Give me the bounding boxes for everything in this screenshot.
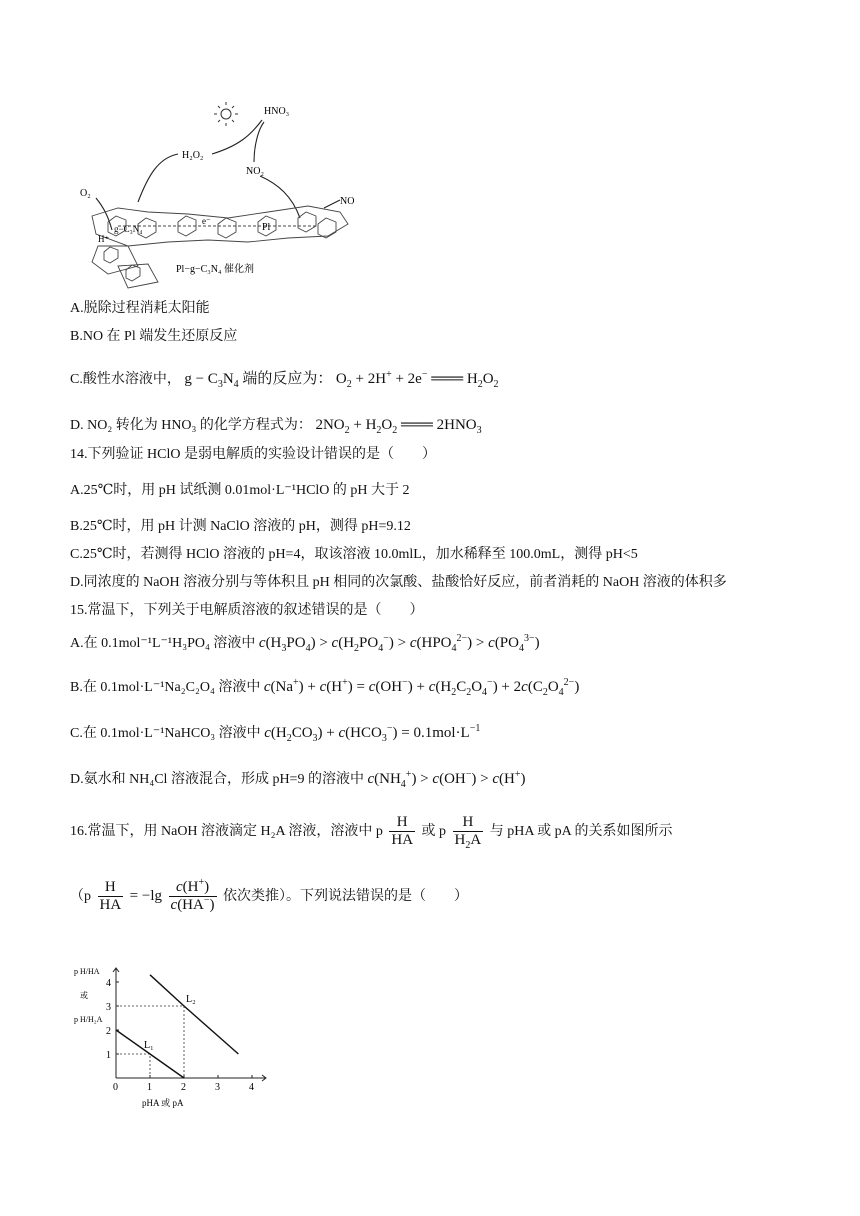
- hno3-label: HNO₃: [264, 106, 290, 117]
- o2-label: O₂: [80, 188, 91, 199]
- ylabel-bottom: p H/H₂A: [74, 1015, 103, 1024]
- series-label-1: L₁: [144, 1040, 154, 1051]
- x-tick-label: 2: [181, 1082, 186, 1093]
- q16-stem-post: 与 pHA 或 pA 的关系如图所示: [489, 824, 673, 839]
- q16-stem-pre: 16.常温下，用 NaOH 溶液滴定 H₂A 溶液，溶液中 p: [70, 824, 383, 839]
- q13-c-text: C.酸性水溶液中，: [70, 372, 181, 387]
- y-tick-label: 4: [106, 978, 111, 989]
- q15-c-text: C.在 0.1mol·L⁻¹NaHCO₃ 溶液中: [70, 726, 261, 741]
- q16-stem: [70, 814, 673, 850]
- catalyst-caption: Pl−g−C₃N₄ 催化剂: [176, 264, 254, 275]
- fraction-h-ha: $\frac{H}{HA}$: [391, 814, 414, 849]
- q16-stem-mid: 或 p: [421, 824, 447, 839]
- q15-b-text: B.在 0.1mol·L⁻¹Na₂C₂O₄ 溶液中: [70, 680, 261, 695]
- catalyst-diagram: [78, 96, 378, 296]
- q15-a-text: A.在 0.1mol⁻¹L⁻¹H₃PO₄ 溶液中: [70, 636, 256, 651]
- q15-option-b: B.在 0.1mol·L⁻¹Na₂C₂O₄ 溶液中 $c(Na^+) + c(H^+) = c(OH^-) + c(H_2C_2O_4^-) + 2c(C_2O_4^{2-})$: [70, 677, 580, 698]
- fraction-h-h2a: $\frac{H}{H_2A}$: [454, 814, 482, 852]
- series-label-2: L₂: [186, 994, 196, 1005]
- ylabel-top: p H/HA: [74, 967, 100, 976]
- q13-d-text: D. NO₂ 转化为 HNO₃ 的化学方程式为：: [70, 418, 312, 433]
- y-tick-label: 3: [106, 1002, 111, 1013]
- q14-option-b: B.25℃时，用 pH 计测 NaClO 溶液的 pH，测得 pH=9.12: [70, 519, 411, 534]
- q13-option-a: A.脱除过程消耗太阳能: [70, 301, 210, 316]
- q13-option-d: D. NO₂ 转化为 HNO₃ 的化学方程式为： $2NO_2 + H_2O_2$ ═══ $2HNO_3$: [70, 417, 482, 436]
- q15-option-c: C.在 0.1mol·L⁻¹NaHCO₃ 溶液中 $c(H_2CO_3) + c(HCO_3^-) = 0.1mol\cdot L^{-1}$: [70, 723, 481, 744]
- q13-option-b: B.NO 在 Pl 端发生还原反应: [70, 329, 238, 344]
- pl-label: Pl: [262, 222, 271, 233]
- q15-d-text: D.氨水和 NH₄Cl 溶液混合，形成 pH=9 的溶液中: [70, 772, 364, 787]
- sun-icon: [214, 102, 238, 126]
- q13-option-c: C.酸性水溶液中， $g - C_3N_4$ 端的反应为： $O_2 + 2H^+ + 2e^-$ ═══ $H_2O_2$: [70, 369, 499, 390]
- guide-line: [116, 1054, 150, 1078]
- q15-option-d: D.氨水和 NH₄Cl 溶液混合，形成 pH=9 的溶液中 $c(NH_4^+) > c(OH^-) > c(H^+)$: [70, 769, 526, 790]
- q14-option-d: D.同浓度的 NaOH 溶液分别与等体积且 pH 相同的次氯酸、盐酸恰好反应，前者消耗的 NaOH 溶液的体积多: [70, 575, 727, 590]
- electron-label: e⁻: [202, 216, 211, 226]
- q16-definition: （p $\frac{H}{HA}$ = −lg $\frac{c(H^+)}{c(HA^-)}$ 依次类推）。下列说法错误的是（ ）: [70, 877, 468, 914]
- ph-chart: [72, 950, 272, 1110]
- no2-label: NO₂: [246, 166, 264, 177]
- gc3n4-label: g−C₃N₄: [114, 224, 143, 234]
- q15-option-a: A.在 0.1mol⁻¹L⁻¹H₃PO₄ 溶液中 $c(H_3PO_4) > c(H_2PO_4^-) > c(HPO_4^{2-}) > c(PO_4^{3-})$: [70, 633, 540, 654]
- q15-stem: 15.常温下，下列关于电解质溶液的叙述错误的是（ ）: [70, 603, 424, 618]
- q14-option-a: A.25℃时，用 pH 试纸测 0.01mol·L⁻¹HClO 的 pH 大于 2: [70, 483, 410, 498]
- q16-line2-pre: （p: [70, 889, 91, 904]
- x-tick-label: 1: [147, 1082, 152, 1093]
- y-tick-label: 2: [106, 1026, 111, 1037]
- h2o2-label: H₂O₂: [182, 150, 204, 161]
- series-line-2: [150, 975, 238, 1054]
- q14-option-c: C.25℃时，若测得 HClO 溶液的 pH=4，取该溶液 10.0mlL，加水稀释至 100.0mL，测得 pH<5: [70, 547, 638, 562]
- xlabel: pHA 或 pA: [142, 1098, 184, 1108]
- x-tick-label: 0: [113, 1082, 118, 1093]
- series-line-1: [116, 1030, 184, 1078]
- no-label: NO: [340, 196, 355, 207]
- hplus-label: H⁺: [98, 234, 110, 244]
- q14-stem: 14.下列验证 HClO 是弱电解质的实验设计错误的是（ ）: [70, 447, 436, 462]
- y-tick-label: 1: [106, 1050, 111, 1061]
- ylabel-or: 或: [80, 991, 88, 1000]
- lattice-sheet: [92, 206, 348, 288]
- x-tick-label: 4: [249, 1082, 254, 1093]
- q16-line2-post: 依次类推）。下列说法错误的是（ ）: [223, 889, 468, 904]
- x-tick-label: 3: [215, 1082, 220, 1093]
